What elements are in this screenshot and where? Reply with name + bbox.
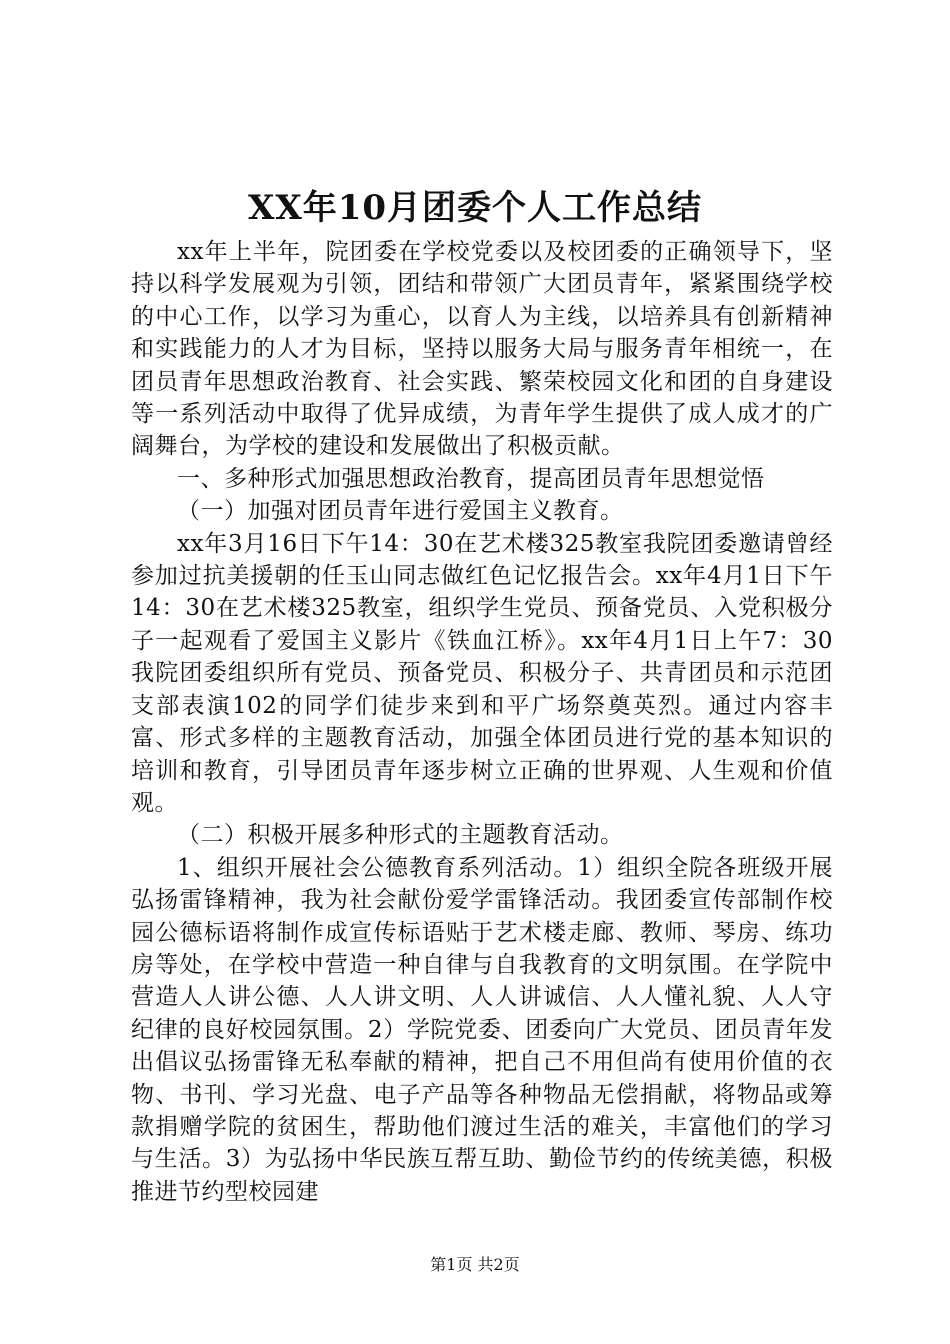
section-heading-1: 一、多种形式加强思想政治教育，提高团员青年思想觉悟 [177,465,765,492]
document-body [131,236,833,1208]
document-title: XX年10月团委个人工作总结 [247,188,703,228]
subsection-heading-2: （二）积极开展多种形式的主题教育活动。 [177,822,624,849]
body-paragraph: 1、组织开展社会公德教育系列活动。1）组织全院各班级开展弘扬雷锋精神，我为社会献份爱学雷锋活动。我团委宣传部制作校园公德标语将制作成宣传标语贴于艺术楼走廊、教师、琴房、练功房等处，在学校中营造一种自律与自我教育的文明氛围。在学院中营造人人讲公德、人人讲文明、人人讲诚信、人人懂礼貌、人人守纪律的良好校园氛围。2）学院党委、团委向广大党员、团员青年发出倡议弘扬雷锋无私奉献的精神，把自己不用但尚有使用价值的衣物、书刊、学习光盘、电子产品等各种物品无偿捐献，将物品或筹款捐赠学院的贫困生，帮助他们渡过生活的难关，丰富他们的学习与生活。3）为弘扬中华民族互帮互助、勤俭节约的传统美德，积极推进节约型校园建 [131,854,833,1205]
intro-paragraph: xx年上半年，院团委在学校党委以及校团委的正确领导下，坚持以科学发展观为引领，团结和带领广大团员青年，紧紧围绕学校的中心工作，以学习为重心，以育人为主线，以培养具有创新精神和实践能力的人才为目标，坚持以服务大局与服务青年相统一，在团员青年思想政治教育、社会实践、繁荣校园文化和团的自身建设等一系列活动中取得了优异成绩，为青年学生提供了成人成才的广阔舞台，为学校的建设和发展做出了积极贡献。 [131,239,833,460]
subsection-heading-1: （一）加强对团员青年进行爱国主义教育。 [177,498,624,525]
body-paragraph: xx年3月16日下午14：30在艺术楼325教室我院团委邀请曾经参加过抗美援朝的任玉山同志做红色记忆报告会。xx年4月1日下午14：30在艺术楼325教室，组织学生党员、预备党员、入党积极分子一起观看了爱国主义影片《铁血江桥》。xx年4月1日上午7：30我院团委组织所有党员、预备党员、积极分子、共青团员和示范团支部表演102的同学们徒步来到和平广场祭奠英烈。通过内容丰富、形式多样的主题教育活动，加强全体团员进行党的基本知识的培训和教育，引导团员青年逐步树立正确的世界观、人生观和价值观。 [131,530,833,816]
page-number-footer: 第1页 共2页 [430,1255,520,1274]
